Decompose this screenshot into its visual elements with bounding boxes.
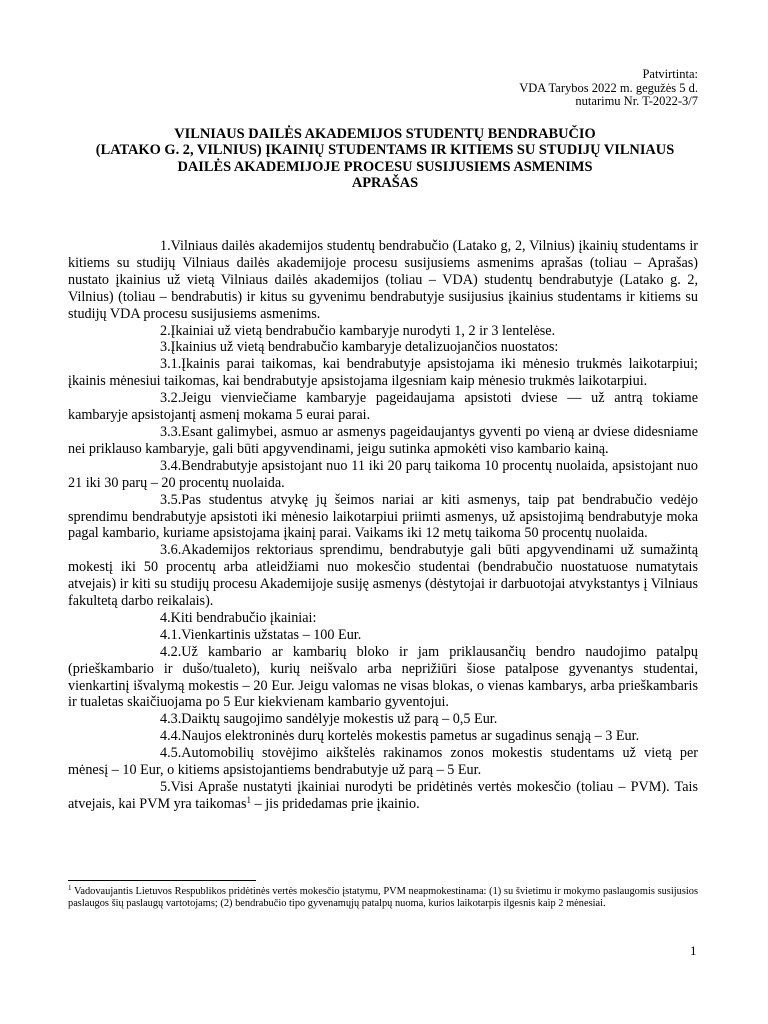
paragraph-text: Jeigu vienviečiame kambaryje pageidaujama apsistoti dviese — už antrą tokiame kambaryje apsistojantį asmenį mokama 5 eurai parai. [68, 390, 698, 424]
paragraph [68, 339, 698, 356]
paragraph-number: 2. [160, 322, 171, 339]
paragraph-text: Kiti bendrabučio įkainiai: [170, 609, 317, 626]
paragraph-text: Už kambario ar kambarių bloko ir jam priklausančių bendro naudojimo patalpų (prieškambario ir dušo/tualeto), kurių neišvalo arba neprižiūri šiose patalpose gyvenantys studentai, vienkartinį išvalymą mokestis – 20 Eur. Jeigu valomas ne visas blokas, o vienas kambarys, arba prieškambaris ir tualetas skaičiuojama po 5 Eur kiekvienam kambario gyventojui. [68, 643, 698, 711]
document-body [68, 238, 698, 813]
paragraph-number: 3.4. [160, 457, 182, 474]
paragraph-number: 3.6. [160, 542, 182, 559]
footnote-separator [68, 880, 256, 881]
footnote-text: Vadovaujantis Lietuvos Respublikos pridėtinės vertės mokesčio įstatymu, PVM neapmokestinama: (1) su švietimu ir mokymo paslaugomis susijusios paslaugos šių paslaugų vartotojams; (2) bendrabučio tipo gyvenamųjų patalpų nuoma, kurios laikotarpis ilgesnis kaip 2 mėnesiai. [68, 886, 698, 910]
paragraph-text: Bendrabutyje apsistojant nuo 11 iki 20 parų taikoma 10 procentų nuolaida, apsistojant nuo 21 iki 30 parų – 20 procentų nuolaida. [68, 457, 698, 491]
approval-block [519, 68, 698, 109]
paragraph-text: Įkainius už vietą bendrabučio kambaryje detalizuojančios nuostatos: [170, 339, 559, 356]
paragraph-number: 4.2. [160, 643, 182, 660]
paragraph [68, 356, 698, 390]
paragraph [68, 390, 698, 424]
approval-line: nutarimu Nr. T-2022-3/7 [575, 94, 698, 108]
page-number: 1 [690, 943, 697, 958]
paragraph-number: 4.5. [160, 745, 182, 762]
paragraph-number: 1. [160, 238, 171, 254]
paragraph-number: 5. [160, 779, 171, 795]
paragraph-text: Vienkartinis užstatas – 100 Eur. [181, 626, 362, 643]
paragraph [68, 644, 698, 712]
paragraph [68, 711, 698, 728]
paragraph-number: 3.2. [160, 390, 182, 407]
footnote-marker: 1 [68, 884, 72, 892]
paragraph [68, 424, 698, 458]
paragraph-text: Įkainis parai taikomas, kai bendrabutyje apsistojama iki mėnesio trukmės laikotarpiui; įkainis mėnesiui taikomas, kai bendrabutyje apsistojama ilgesniam kaip mėnesio trukmės laikotarpiui. [68, 356, 698, 390]
title-line: (LATAKO G. 2, VILNIUS) ĮKAINIŲ STUDENTAMS IR KITIEMS SU STUDIJŲ VILNIAUS [95, 142, 675, 159]
paragraph-text: Pas studentus atvykę jų šeimos nariai ar kiti asmenys, taip pat bendrabučio vedėjo sprendimu bendrabutyje apsistoti iki mėnesio laikotarpiui priimti asmenys, už apsistojimą bendrabutyje moka pagal kambario, kuriame apsistojama įkainį parai. Vaikams iki 12 metų taikoma 50 procentų nuolaida. [68, 491, 698, 542]
paragraph [68, 542, 698, 610]
paragraph-text: Daiktų saugojimo sandėlyje mokestis už parą – 0,5 Eur. [181, 711, 498, 728]
paragraph [68, 238, 698, 323]
paragraph [68, 728, 698, 745]
paragraph [68, 610, 698, 627]
title-line: DAILĖS AKADEMIJOJE PROCESU SUSIJUSIEMS ASMENIMS [177, 158, 593, 175]
paragraph-text: Esant galimybei, asmuo ar asmenys pageidaujantys gyventi po vieną ar dviese didesniame nei priklauso kambaryje, gali būti apgyvendinami, jeigu sutinka apmokėti viso kambario kainą. [68, 423, 698, 457]
paragraph-number: 3. [160, 339, 171, 356]
paragraph-text: Automobilių stovėjimo aikštelės rakinamos zonos mokestis studentams už vietą per mėnesį – 10 Eur, o kitiems apsistojantiems bendrabutyje už parą – 5 Eur. [68, 745, 698, 779]
paragraph-number: 3.3. [160, 423, 182, 440]
footnote [68, 886, 698, 911]
paragraph-number: 3.1. [160, 356, 182, 373]
paragraph-number: 4.1. [160, 626, 182, 643]
paragraph [68, 492, 698, 543]
approval-line: Patvirtinta: [642, 67, 698, 81]
paragraph-number: 3.5. [160, 491, 182, 508]
title-line: APRAŠAS [351, 175, 419, 192]
paragraph-text: Naujos elektroninės durų kortelės mokestis pametus ar sugadinus senąją – 3 Eur. [181, 728, 640, 745]
paragraph [68, 779, 698, 813]
paragraph-number: 4. [160, 609, 171, 626]
paragraph-text: Akademijos rektoriaus sprendimu, bendrabutyje gali būti apgyvendinami už sumažintą mokestį iki 50 procentų arba atleidžiami nuo mokesčio studentai (bendrabučio nuostatuose numatytais atvejais) ir kiti su studijų procesu Akademijoje susiję asmenys (dėstytojai ir darbuotojai atvykstantys į Vilniaus fakultetą darbo reikalais). [68, 542, 698, 610]
title-line: VILNIAUS DAILĖS AKADEMIJOS STUDENTŲ BENDRABUČIO [174, 126, 596, 142]
paragraph-text: Vilniaus dailės akademijos studentų bendrabučio (Latako g, 2, Vilnius) įkainių studentams ir kitiems su studijų Vilniaus dailės akademijoje procesu susijusiems asmenims aprašas (toliau – Aprašas) nustato įkainius už vietą Vilniaus dailės akademijos (toliau – VDA) studentų bendrabutyje (Latako g. 2, Vilnius) (toliau – bendrabutis) ir kitus su gyvenimu bendrabutyje susijusius įkainius studentams ir kitiems su studijų VDA procesu susijusiems asmenims. [68, 238, 698, 322]
paragraph [68, 627, 698, 644]
paragraph [68, 323, 698, 340]
paragraph-number: 4.4. [160, 728, 182, 745]
paragraph-text: Įkainiai už vietą bendrabučio kambaryje nurodyti 1, 2 ir 3 lentelėse. [170, 322, 556, 339]
paragraph [68, 458, 698, 492]
paragraph [68, 745, 698, 779]
paragraph-text: – jis pridedamas prie įkainio. [251, 795, 420, 812]
paragraph-number: 4.3. [160, 711, 182, 728]
approval-line: VDA Tarybos 2022 m. gegužės 5 d. [519, 80, 698, 95]
document-title [60, 126, 710, 192]
footnote-reference[interactable]: 1 [246, 794, 251, 805]
paragraph-text: Visi Apraše nustatyti įkainiai nurodyti be pridėtinės vertės mokesčio (toliau – PVM). Tais atvejais, kai PVM yra taikomas [68, 779, 698, 812]
